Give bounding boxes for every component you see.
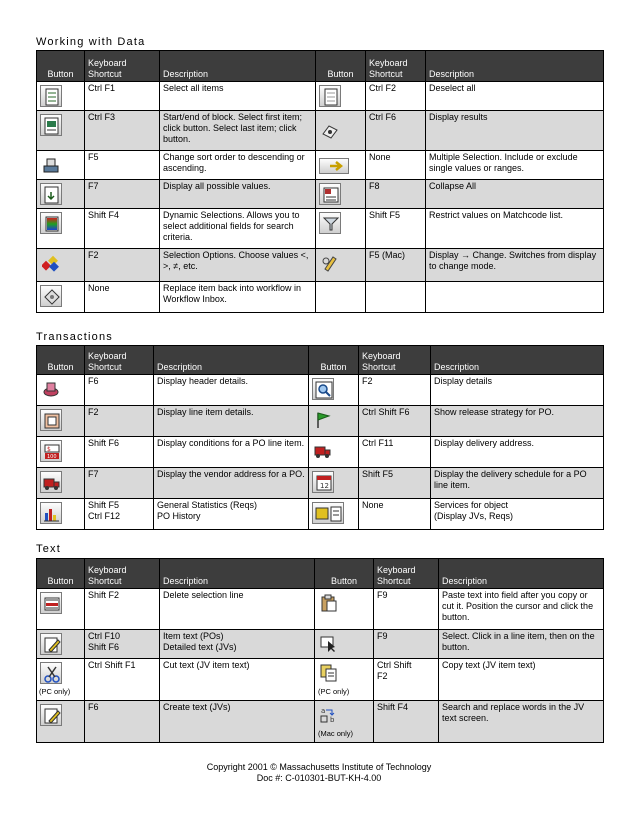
line-item-details-icon[interactable]: [40, 409, 62, 431]
table-row: [37, 701, 604, 743]
description-text: Display the vendor address for a PO.: [154, 468, 309, 499]
header-row: [37, 51, 604, 82]
shortcut-key: F6: [85, 375, 154, 406]
selection-options-icon[interactable]: [40, 252, 62, 274]
shortcut-key: None: [366, 151, 426, 180]
description-text: Selection Options. Choose values <, >, ≠, etc.: [160, 249, 316, 282]
shortcut-key: None: [359, 499, 431, 530]
description-text: Collapse All: [426, 180, 604, 209]
conditions-icon[interactable]: [40, 440, 62, 462]
services-for-object-icon[interactable]: [312, 502, 344, 524]
description-text: Search and replace words in the JV text screen.: [439, 701, 604, 743]
multiple-selection-icon[interactable]: [319, 158, 349, 174]
col-header-keyboard: Keyboard Shortcut: [359, 346, 431, 375]
delete-line-icon[interactable]: [40, 592, 62, 614]
svg-text:100: 100: [47, 454, 57, 460]
platform-note: (Mac only): [318, 729, 354, 738]
description-text: Create text (JVs): [160, 701, 315, 743]
shortcut-key: Ctrl Shift F1: [85, 659, 160, 701]
empty-cell: [426, 282, 604, 313]
shortcut-key: Ctrl F6: [366, 111, 426, 151]
description-text: Paste text into field after you copy or cut it. Position the cursor and click the button.: [439, 589, 604, 630]
description-text: Display header details.: [154, 375, 309, 406]
shortcut-key: Shift F5: [359, 468, 431, 499]
col-header-description: Description: [426, 51, 604, 82]
select-icon[interactable]: [318, 633, 340, 655]
table-row: [37, 406, 604, 437]
description-text: Display delivery address.: [431, 437, 604, 468]
col-header-button: Button: [37, 51, 85, 82]
transactions-shortcuts-table: [36, 345, 604, 530]
svg-text:a: a: [321, 707, 326, 715]
table-row: [37, 375, 604, 406]
vendor-address-icon[interactable]: [40, 471, 62, 493]
empty-cell: [366, 282, 426, 313]
delivery-schedule-icon[interactable]: [312, 471, 334, 493]
text-shortcuts-table: [36, 558, 604, 743]
table-row: [37, 659, 604, 701]
dynamic-selections-icon[interactable]: [40, 212, 62, 234]
description-text: Start/end of block. Select first item; click button. Select last item; click button.: [160, 111, 316, 151]
col-header-description: Description: [431, 346, 604, 375]
shortcut-key: Ctrl F10 Shift F6: [85, 630, 160, 659]
col-header-keyboard: Keyboard Shortcut: [374, 559, 439, 589]
shortcut-key: F2: [359, 375, 431, 406]
table-row: [37, 82, 604, 111]
shortcut-key: F6: [85, 701, 160, 743]
table-row: [37, 180, 604, 209]
col-header-keyboard: Keyboard Shortcut: [85, 346, 154, 375]
shortcut-key: F7: [85, 468, 154, 499]
shortcut-key: F5: [85, 151, 160, 180]
shortcut-key: None: [85, 282, 160, 313]
description-text: Restrict values on Matchcode list.: [426, 209, 604, 249]
select-all-icon[interactable]: [40, 85, 62, 107]
description-text: Display → Change. Switches from display to change mode.: [426, 249, 604, 282]
description-text: Cut text (JV item text): [160, 659, 315, 701]
sort-order-icon[interactable]: [40, 154, 62, 176]
collapse-all-icon[interactable]: [319, 183, 341, 205]
table-row: [37, 468, 604, 499]
description-text: Show release strategy for PO.: [431, 406, 604, 437]
col-header-description: Description: [160, 559, 315, 589]
description-text: Display details: [431, 375, 604, 406]
shortcut-key: Shift F4: [374, 701, 439, 743]
display-change-icon[interactable]: [319, 252, 341, 274]
header-row: [37, 559, 604, 589]
description-text: Item text (POs) Detailed text (JVs): [160, 630, 315, 659]
table-row: [37, 209, 604, 249]
shortcut-key: Shift F2: [85, 589, 160, 630]
description-text: Services for object (Display JVs, Reqs): [431, 499, 604, 530]
shortcut-key: F2: [85, 249, 160, 282]
search-replace-icon[interactable]: [318, 704, 340, 726]
shortcut-key: Ctrl Shift F6: [359, 406, 431, 437]
description-text: Copy text (JV item text): [439, 659, 604, 701]
block-select-icon[interactable]: [40, 114, 62, 136]
header-details-icon[interactable]: [40, 378, 62, 400]
svg-text:$: $: [47, 446, 51, 453]
display-results-icon[interactable]: [319, 120, 341, 142]
description-text: Delete selection line: [160, 589, 315, 630]
shortcut-key: F5 (Mac): [366, 249, 426, 282]
shortcut-key: Shift F5 Ctrl F12: [85, 499, 154, 530]
description-text: Display line item details.: [154, 406, 309, 437]
description-text: Select all items: [160, 82, 316, 111]
col-header-button: Button: [37, 346, 85, 375]
statistics-icon[interactable]: [40, 502, 62, 524]
shortcut-key: Shift F5: [366, 209, 426, 249]
description-text: Change sort order to descending or ascending.: [160, 151, 316, 180]
col-header-keyboard: Keyboard Shortcut: [85, 559, 160, 589]
header-row: [37, 346, 604, 375]
shortcut-key: F2: [85, 406, 154, 437]
description-text: Display conditions for a PO line item.: [154, 437, 309, 468]
table-row: [37, 111, 604, 151]
shortcut-key: Shift F6: [85, 437, 154, 468]
section-title-data: Working with Data: [36, 36, 146, 48]
copyright-line: Copyright 2001 © Massachusetts Institute of Technology: [206, 762, 432, 772]
shortcut-key: Ctrl F1: [85, 82, 160, 111]
shortcut-key: F9: [374, 630, 439, 659]
shortcut-key: F9: [374, 589, 439, 630]
shortcut-key: Ctrl F11: [359, 437, 431, 468]
table-row: [37, 499, 604, 530]
col-header-button: Button: [315, 559, 374, 589]
filter-icon[interactable]: [319, 212, 341, 234]
description-text: Display all possible values.: [160, 180, 316, 209]
col-header-button: Button: [37, 559, 85, 589]
page-footer: [0, 762, 638, 784]
shortcut-key: Ctrl F3: [85, 111, 160, 151]
release-strategy-icon[interactable]: [312, 409, 334, 431]
col-header-keyboard: Keyboard Shortcut: [85, 51, 160, 82]
copy-icon[interactable]: [318, 662, 340, 684]
platform-note: (PC only): [39, 687, 71, 696]
deselect-all-icon[interactable]: [319, 85, 341, 107]
col-header-button: Button: [316, 51, 366, 82]
details-icon[interactable]: [312, 378, 334, 400]
description-text: Deselect all: [426, 82, 604, 111]
description-text: General Statistics (Reqs) PO History: [154, 499, 309, 530]
shortcut-key: F7: [85, 180, 160, 209]
col-header-description: Description: [160, 51, 316, 82]
description-text: Multiple Selection. Include or exclude single values or ranges.: [426, 151, 604, 180]
description-text: Replace item back into workflow in Workflow Inbox.: [160, 282, 316, 313]
section-title-transactions: Transactions: [36, 331, 113, 343]
possible-values-icon[interactable]: [40, 183, 62, 205]
document-number: Doc #: C-010301-BUT-KH-4.00: [256, 773, 382, 783]
col-header-description: Description: [154, 346, 309, 375]
table-row: [37, 437, 604, 468]
create-text-icon[interactable]: [40, 704, 62, 726]
empty-cell: [316, 282, 366, 313]
svg-text:b: b: [330, 716, 335, 724]
svg-text:12: 12: [320, 482, 329, 490]
table-row: [37, 589, 604, 630]
col-header-button: Button: [309, 346, 359, 375]
shortcut-key: F8: [366, 180, 426, 209]
cut-icon[interactable]: [40, 662, 62, 684]
replace-item-icon[interactable]: [40, 285, 62, 307]
col-header-description: Description: [439, 559, 604, 589]
shortcut-key: Shift F4: [85, 209, 160, 249]
data-shortcuts-table: [36, 50, 604, 313]
col-header-keyboard: Keyboard Shortcut: [366, 51, 426, 82]
table-row: [37, 282, 604, 313]
description-text: Select. Click in a line item, then on the button.: [439, 630, 604, 659]
description-text: Dynamic Selections. Allows you to select additional fields for search criteria.: [160, 209, 316, 249]
delivery-address-icon[interactable]: [312, 440, 334, 462]
platform-note: (PC only): [318, 687, 350, 696]
table-row: [37, 630, 604, 659]
item-text-icon[interactable]: [40, 633, 62, 655]
table-row: [37, 249, 604, 282]
section-title-text: Text: [36, 543, 61, 555]
table-row: [37, 151, 604, 180]
shortcut-key: Ctrl Shift F2: [374, 659, 439, 701]
paste-icon[interactable]: [318, 592, 340, 614]
description-text: Display the delivery schedule for a PO line item.: [431, 468, 604, 499]
shortcut-key: Ctrl F2: [366, 82, 426, 111]
description-text: Display results: [426, 111, 604, 151]
